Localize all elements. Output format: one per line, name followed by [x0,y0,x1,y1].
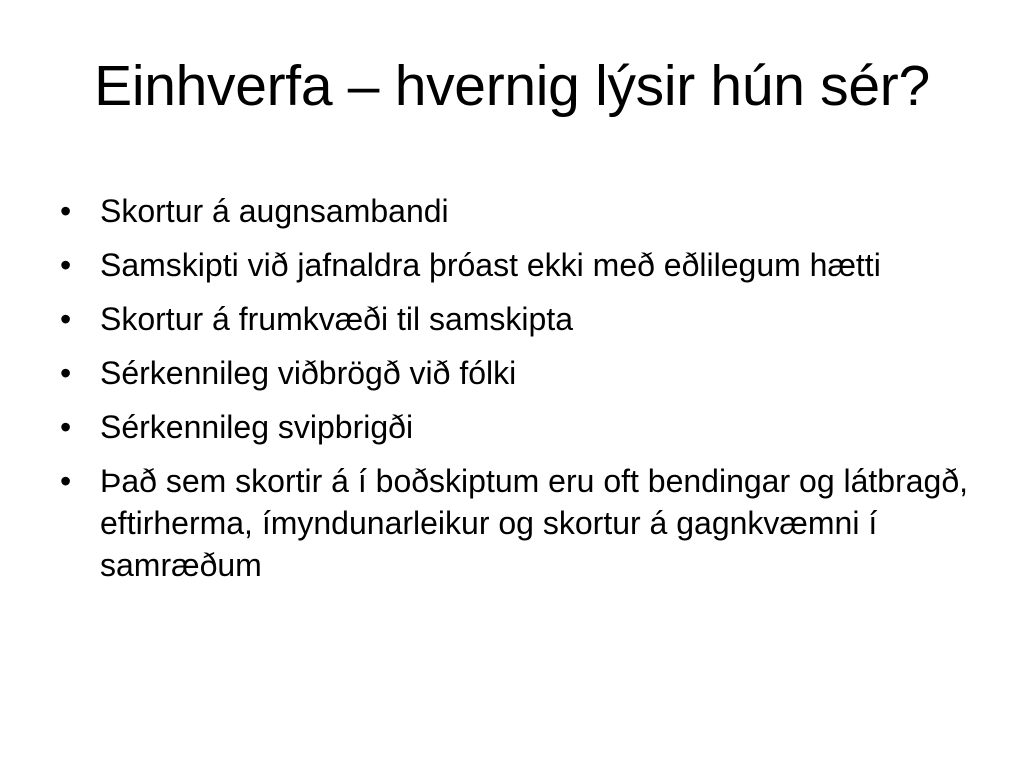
bullet-icon: • [60,301,72,337]
bullet-text: Skortur á frumkvæði til samskipta [100,301,574,337]
bullet-text: Samskipti við jafnaldra þróast ekki með eðlilegum hætti [100,247,881,283]
bullet-item-reactions [60,352,980,394]
bullet-item-eye-contact [60,190,980,232]
bullet-icon: • [60,409,72,445]
bullet-text: Það sem skortir á í boðskiptum eru oft bendingar og látbragð, eftirherma, ímyndunarleikur og skortur á gagnkvæmni í samræðum [100,463,969,583]
bullet-icon: • [60,463,72,499]
bullet-text: Sérkennileg svipbrigði [100,409,414,445]
bullet-item-facial-expressions [60,406,980,448]
bullet-text: Sérkennileg viðbrögð við fólki [100,355,517,391]
bullet-item-peer-interaction [60,244,980,286]
bullet-icon: • [60,247,72,283]
bullet-text: Skortur á augnsambandi [100,193,449,229]
slide-title: Einhverfa – hvernig lýsir hún sér? [94,54,930,118]
bullet-icon: • [60,193,72,229]
bullet-item-initiative [60,298,980,340]
bullet-list [60,190,980,598]
bullet-icon: • [60,355,72,391]
bullet-item-communication [60,460,980,586]
